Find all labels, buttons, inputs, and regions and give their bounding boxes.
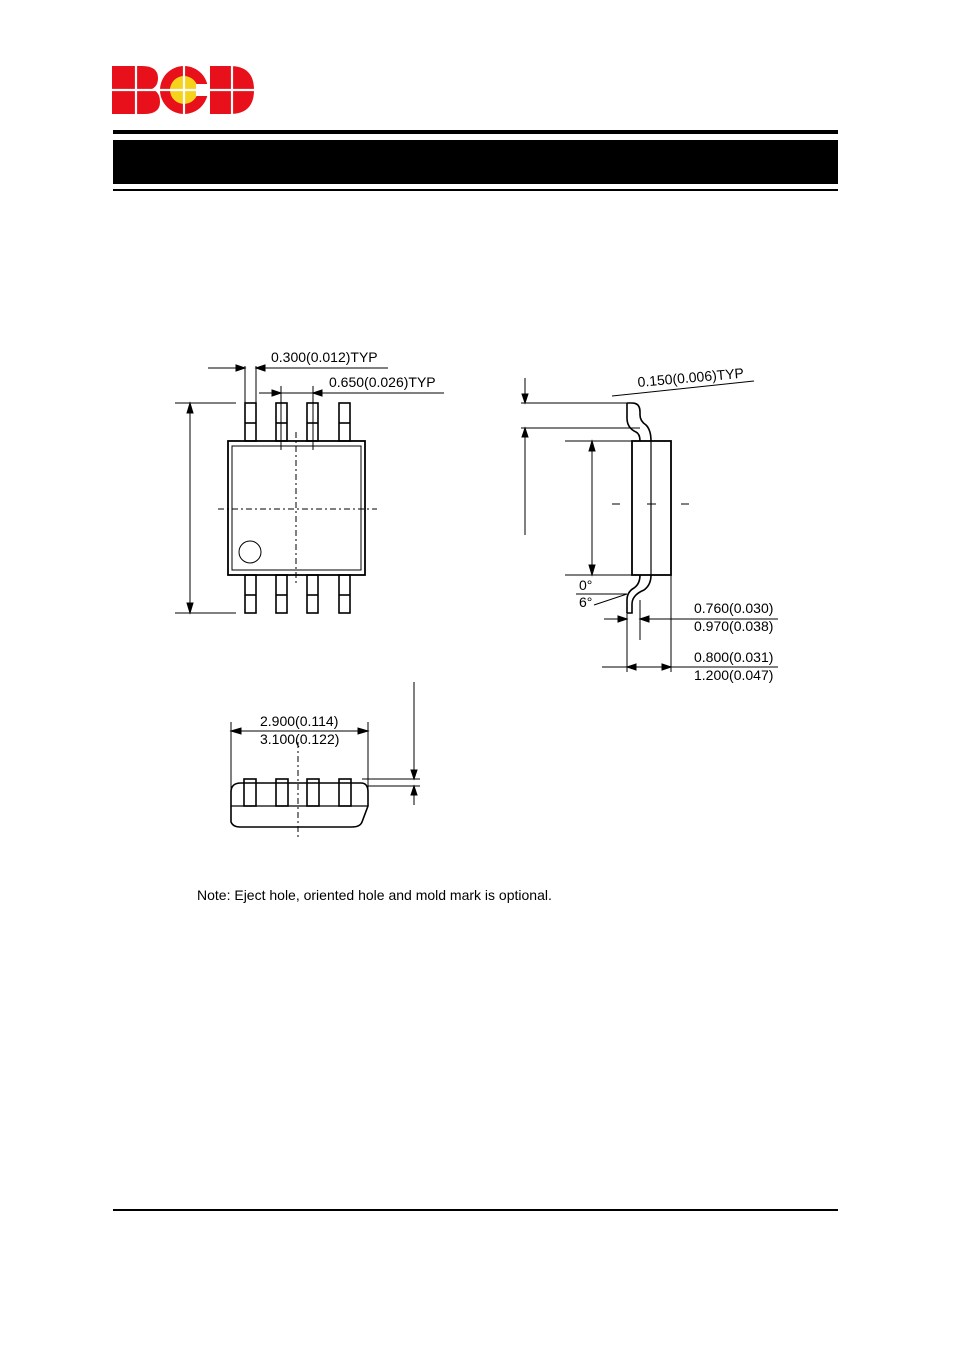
standoff-dimension [362, 682, 420, 805]
label-angle-max: 6° [579, 594, 593, 610]
label-height-max: 1.200(0.047) [694, 667, 774, 683]
label-lead-width: 0.300(0.012)TYP [271, 349, 378, 365]
pin1-mark [239, 541, 261, 563]
label-body-max: 3.100(0.122) [260, 731, 340, 747]
top-leads [245, 403, 350, 441]
lead-thickness-dimension [521, 378, 754, 535]
end-body [231, 783, 368, 827]
bottom-leads [245, 575, 350, 613]
top-center-lines [218, 432, 377, 585]
footer-rule [113, 1209, 838, 1211]
label-lead-thickness: 0.150(0.006)TYP [636, 364, 745, 390]
side-body-dimension [565, 441, 632, 575]
label-foot-min: 0.760(0.030) [694, 600, 774, 616]
drawing-note: Note: Eject hole, oriented hole and mold mark is optional. [197, 887, 552, 903]
side-lead [627, 403, 651, 613]
top-view [175, 365, 444, 613]
label-height-min: 0.800(0.031) [694, 649, 774, 665]
top-overall-dimension [175, 403, 236, 613]
label-body-min: 2.900(0.114) [260, 713, 339, 729]
label-pitch: 0.650(0.026)TYP [329, 374, 436, 390]
label-angle-min: 0° [579, 577, 593, 593]
label-foot-max: 0.970(0.038) [694, 618, 774, 634]
end-view [231, 682, 420, 840]
